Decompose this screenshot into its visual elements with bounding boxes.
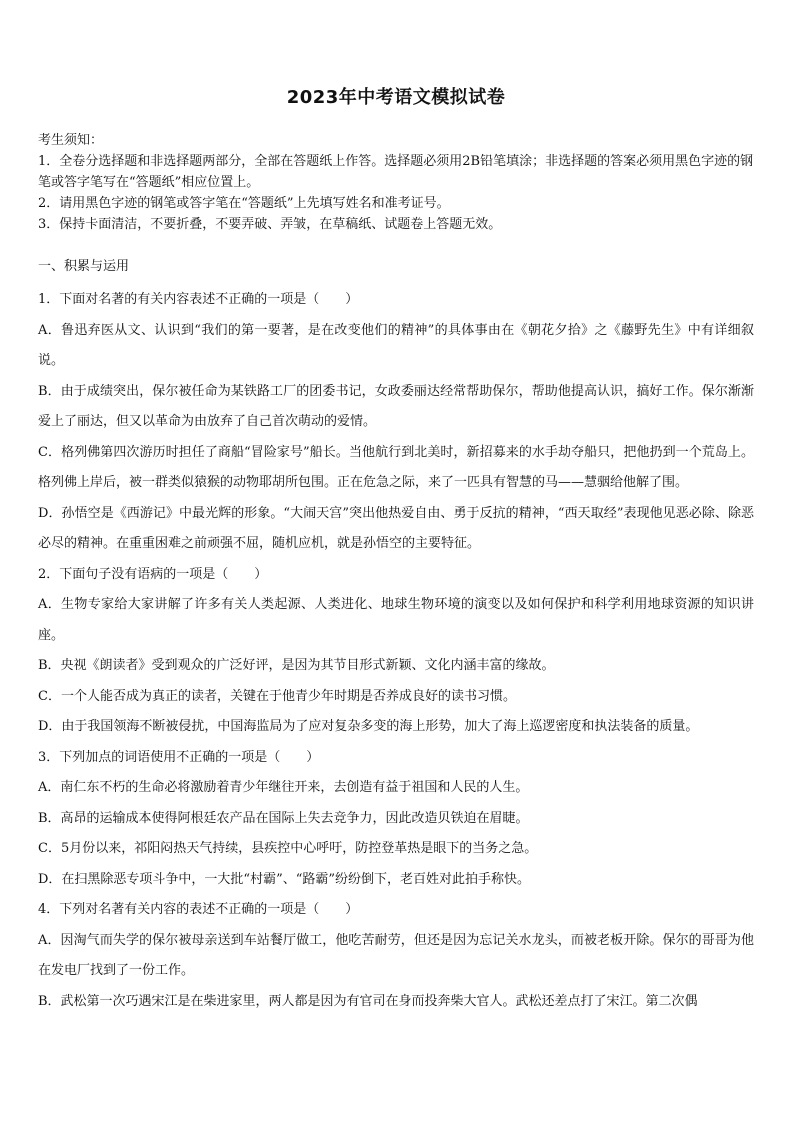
question-1 [38, 285, 754, 560]
question-2 [38, 560, 754, 743]
question-4 [38, 895, 754, 1017]
notice-item-3: 3．保持卡面清洁，不要折叠，不要弄破、弄皱，在草稿纸、试题卷上答题无效。 [38, 217, 502, 232]
option-a: A．南仁东不朽的生命必将激励着青少年继往开来，去创造有益于祖国和人民的人生。 [38, 780, 529, 795]
option-d: D．在扫黑除恶专项斗争中，一大批“村霸”、“路霸”纷纷倒下，老百姓对此拍手称快。 [38, 871, 531, 887]
option-d: D．孙悟空是《西游记》中最光辉的形象。“大闹天宫”突出他热爱自由、勇于反抗的精神，“西天取经”表现他见恶必除、除恶必尽的精神。在重重困难之前顽强不屈，随机应机，就是孙悟空的主要特征。 [38, 505, 754, 551]
notice-item-1: 1．全卷分选择题和非选择题两部分，全部在答题纸上作答。选择题必须用2B铅笔填涂；非选择题的答案必须用黑色字迹的钢笔或答字笔写在“答题纸”相应位置上。 [38, 154, 754, 190]
notice-heading: 考生须知： [38, 133, 104, 148]
option-b: B．高昂的运输成本使得阿根廷农产品在国际上失去竞争力，因此改造贝铁迫在眉睫。 [38, 810, 529, 826]
option-b: B．武松第一次巧遇宋江是在柴进家里，两人都是因为有官司在身而投奔柴大官人。武松还差点打了宋江。第二次偶 [38, 993, 698, 1009]
option-b: B．由于成绩突出，保尔被任命为某铁路工厂的团委书记，女政委丽达经常帮助保尔，帮助他提高认识，搞好工作。保尔渐渐爱上了丽达，但又以革命为由放弃了自己首次萌动的爱情。 [38, 383, 754, 429]
question-stem: 3．下列加点的词语使用不正确的一项是（ ） [38, 749, 320, 765]
option-c: C．格列佛第四次游历时担任了商船“冒险家号”船长。当他航行到北美时，新招募来的水手劫夺船只，把他扔到一个荒岛上。格列佛上岸后，被一群类似猿猴的动物耶胡所包围。正在危急之际，来了一匹具有智慧的马——慧骃给他解了围。 [38, 444, 754, 490]
section-heading: 一、积累与运用 [38, 259, 130, 274]
question-stem: 4．下列对名著有关内容的表述不正确的一项是（ ） [38, 902, 359, 917]
option-a: A．生物专家给大家讲解了许多有关人类起源、人类进化、地球生物环境的演变以及如何保护和科学利用地球资源的知识讲座。 [38, 597, 754, 643]
candidate-notice [38, 130, 754, 235]
notice-item-2: 2．请用黑色字迹的钢笔或答字笔在“答题纸”上先填写姓名和准考证号。 [38, 196, 450, 211]
option-a: A．鲁迅弃医从文、认识到“我们的第一要著，是在改变他们的精神”的具体事由在《朝花夕拾》之《藤野先生》中有详细叙说。 [38, 322, 754, 368]
question-3 [38, 743, 754, 896]
question-stem: 2．下面句子没有语病的一项是（ ） [38, 566, 268, 582]
option-c: C．5月份以来，祁阳闷热天气持续，县疾控中心呼吁，防控登革热是眼下的当务之急。 [38, 841, 538, 856]
option-d: D．由于我国领海不断被侵扰，中国海监局为了应对复杂多变的海上形势，加大了海上巡逻密度和执法装备的质量。 [38, 719, 699, 734]
option-a: A．因淘气而失学的保尔被母亲送到车站餐厅做工，他吃苦耐劳，但还是因为忘记关水龙头，而被老板开除。保尔的哥哥为他在发电厂找到了一份工作。 [38, 932, 754, 978]
option-c: C．一个人能否成为真正的读者，关键在于他青少年时期是否养成良好的读书习惯。 [38, 688, 516, 704]
option-b: B．央视《朗读者》受到观众的广泛好评，是因为其节目形式新颖、文化内涵丰富的缘故。 [38, 658, 555, 673]
exam-title: 2023年中考语文模拟试卷 [286, 87, 506, 108]
question-stem: 1．下面对名著的有关内容表述不正确的一项是（ ） [38, 292, 359, 307]
